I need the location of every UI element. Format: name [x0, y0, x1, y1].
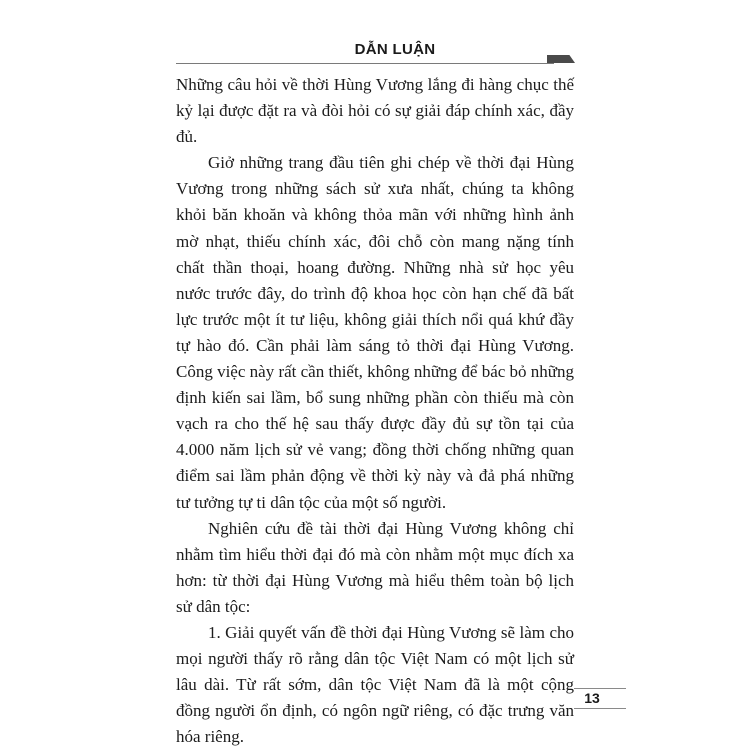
paragraph-numbered-item: 1. Giải quyết vấn đề thời đại Hùng Vương sẽ làm cho mọi người thấy rõ rằng dân tộc Việt Nam có một lịch sử lâu dài. Từ rất sớm, dân tộc Việt Nam đã là một cộng đồng người ổn định, có ngôn ngữ riêng, có đặc trưng văn hóa riêng. — [176, 622, 574, 747]
page-number: 13 — [584, 690, 600, 706]
paragraph-continuation: Những câu hỏi về thời Hùng Vương lắng đi hàng chục thế kỷ lại được đặt ra và đòi hỏi có sự giải đáp chính xác, đầy đủ. — [176, 75, 574, 147]
header-rule — [176, 63, 554, 64]
paragraph: Nghiên cứu đề tài thời đại Hùng Vương không chỉ nhằm tìm hiểu thời đại đó mà còn nhằm một mục đích xa hơn: từ thời đại Hùng Vương mà hiểu thêm toàn bộ lịch sử dân tộc: — [176, 518, 574, 616]
paragraph: Giở những trang đầu tiên ghi chép về thời đại Hùng Vương trong những sách sử xưa nhất, chúng ta không khỏi băn khoăn và không thỏa mãn với những hình ảnh mờ nhạt, thiếu chính xác, đôi chỗ còn mang nặng tính chất thần thoại, hoang đường. Những nhà sử học yêu nước trước đây, do trình độ khoa học còn hạn chế đã bất lực trước một ít tư liệu, không giải thích nổi quá khứ đầy tự hào đó. Cần phải làm sáng tỏ thời đại Hùng Vương. Công việc này rất cần thiết, không những để bác bỏ những định kiến sai lầm, bổ sung những phần còn thiếu mà còn vạch ra cho thế hệ sau thấy được đầy đủ sự tồn tại của 4.000 năm lịch sử vẻ vang; đồng thời chống những quan điểm sai lầm phản động về thời kỳ này và đả phá những tư tưởng tự ti dân tộc của một số người. — [176, 153, 574, 512]
body-text — [176, 72, 574, 750]
footer-rule-bottom — [574, 708, 626, 709]
header-tab-marker — [547, 55, 575, 63]
running-header-title: DẪN LUẬN — [354, 41, 436, 58]
